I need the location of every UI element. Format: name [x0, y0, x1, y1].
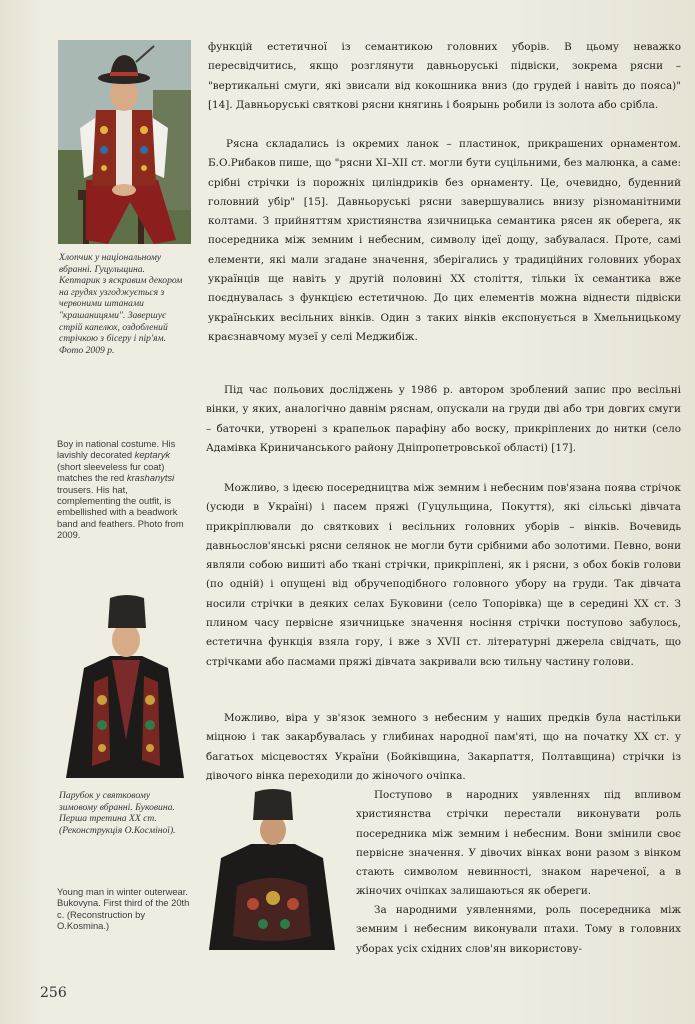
body-paragraph-6: За народними уявленнями, роль посередника між земним і небесним виконували птахи. Тому в головних уборах усіх східних слов'ян використову- — [356, 904, 681, 955]
young-man-back-view-photo — [207, 786, 337, 950]
photo2-caption-en: Young man in winter outerwear. Bukovyna. First third of the 20th c. (Reconstruction by O.Kosmina.) — [57, 886, 190, 932]
body-paragraph-5b: Поступово в народних уявленнях під впливом християнства стрічки перестали виконувати роль посередника між земним і небесним. Вони змінили своє первісне значення. У дівочих вінках вони разом з вінком стають символом невинності, знаком нареченої, а в жіночих очіпках залишаються як обереги. — [356, 789, 681, 898]
body-paragraph-2: Рясна складались із окремих ланок – пластинок, прикрашених орнаментом. Б.О.Рибаков пише, що "рясни XI–XII ст. могли бути суцільними, без малюнка, а саме: срібні стрічки із порожніх циліндриків без орнаменту. Це, очевидно, буденний головний убір" [15]. Давньоруські рясни завершувались внизу різноманітними колтами. З прийняттям християнства язичницька семантика рясен як оберега, як посередника між земним і небесним, символу ідеї дощу, забувалася. Проте, самі елементи, які мали згадане значення, зберігались у традиційних головних уборах українців ще навіть у другій половині XX століття, тільки їх семантика вже поєднувалась з функцією естетичною. До цих елементів можна віднести підвіски українських весільних вінків. Один з таких вінків експонується в Хмельницькому краєзнавчому музеї у селі Меджибіж. — [208, 138, 681, 343]
body-paragraph-4: Можливо, з ідеєю посередництва між земним і небесним пов'язана поява стрічок (усюди в Україні) і пасем пряжі (Гуцульщина, Покуття), які сільські дівчата прикріплювали до святкових і весільних головних уборів – вінків. Вочевидь давньослов'янські рясни селянок не могли бути срібними або золотими. Певно, вони являли собою вишиті або ткані стрічки, прикріплені, як і рясни, з обох боків голови (по одній) і опущені від обручеподібного головного убору на груди. Так дівчата носили стрічки в деяких селах Буковини (село Топорівка) ще в середині XX ст. З плином часу первісне язичницьке значення носіння стрічки поступово забулось, естетична функція взяла гору, і вже з XVII ст. літературні джерела свідчать, що стрічками або пасмами пряжі дівчата закривали всю тильну частину голови. — [206, 482, 681, 668]
photo1-caption-en: Boy in national costume. His lavishly decorated keptaryk (short sleeveless fur coat) matches the red krashanytsi trousers. His hat, complementing the outfit, is embellished with a beadwork band and feathers. Photo from 2009. — [57, 438, 184, 541]
body-paragraph-3: Під час польових досліджень у 1986 р. автором зроблений запис про весільні вінки, у яких, аналогічно давнім ряснам, опускали на груди дві або три довгих смуги – баточки, утворені з крапельок парафіну або воску, прикріплених до нитки (село Адамівка Криничанського району Дніпропетровської області) [17]. — [206, 384, 681, 454]
photo1-caption-ua: Хлопчик у національному вбранні. Гуцульщина. Кептарик з яскравим декором на грудях узгоджується з червоними штанами "крашаницями". Завершує стрій капелюх, оздоблений стрічкою з бісеру і пір'ям. Фото 2009 р. — [59, 252, 183, 356]
page-number: 256 — [40, 985, 67, 1001]
photo2-caption-ua: Парубок у святковому зимовому вбранні. Буковина. Перша третина XX ст. (Реконструкція О.Космiної). — [59, 790, 176, 836]
young-man-winter-coat-photo — [64, 590, 188, 778]
body-paragraph-5a: Можливо, віра у зв'язок земного з небесним у наших предків була настільки міцною і так закарбувалась у глибинах народної пам'яті, що на початку XX ст. у багатьох місцевостях України (Бойківщина, Закарпаття, Полтавщина) стрічки із дівочого вінка переходили до жіночого очіпка. — [206, 712, 681, 782]
body-paragraph-1: функцій естетичної із семантикою головних уборів. В цьому неважко пересвідчитись, якщо розглянути давньоруські підвіски, зокрема рясни – "вертикальні смуги, які звисали від кокошника вниз (до грудей і навіть до пояса)" [14]. Давньоруські святкові рясни княгинь і боярынь робили із золота або срібла. — [208, 41, 681, 111]
boy-costume-photo — [58, 40, 191, 244]
